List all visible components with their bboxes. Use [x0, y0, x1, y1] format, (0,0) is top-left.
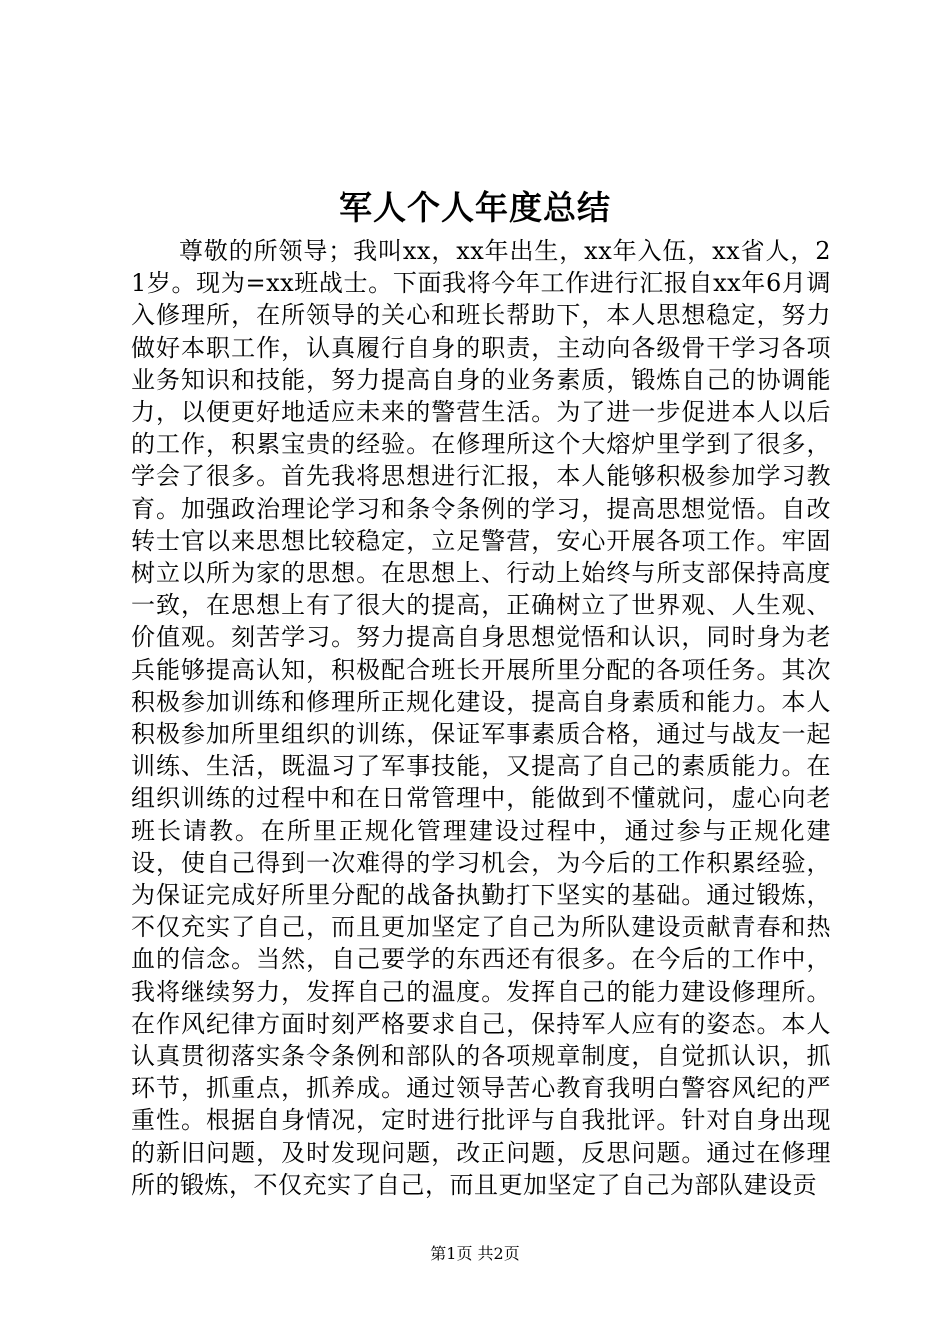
page-number-label: 第1页 共2页 [430, 1244, 520, 1263]
document-title: 军人个人年度总结 [339, 188, 611, 227]
document-body-paragraph: 尊敬的所领导；我叫xx，xx年出生，xx年入伍，xx省人，21岁。现为=xx班战士。下面我将今年工作进行汇报自xx年6月调入修理所，在所领导的关心和班长帮助下，本人思想稳定，努力做好本职工作，认真履行自身的职责，主动向各级骨干学习各项业务知识和技能，努力提高自身的业务素质，锻炼自己的协调能力，以便更好地适应未来的警营生活。为了进一步促进本人以后的工作，积累宝贵的经验。在修理所这个大熔炉里学到了很多，学会了很多。首先我将思想进行汇报，本人能够积极参加学习教育。加强政治理论学习和条令条例的学习，提高思想觉悟。自改转士官以来思想比较稳定，立足警营，安心开展各项工作。牢固树立以所为家的思想。在思想上、行动上始终与所支部保持高度一致，在思想上有了很大的提高，正确树立了世界观、人生观、价值观。刻苦学习。努力提高自身思想觉悟和认识，同时身为老兵能够提高认知，积极配合班长开展所里分配的各项任务。其次积极参加训练和修理所正规化建设，提高自身素质和能力。本人积极参加所里组织的训练，保证军事素质合格，通过与战友一起训练、生活，既温习了军事技能，又提高了自己的素质能力。在组织训练的过程中和在日常管理中，能做到不懂就问，虚心向老班长请教。在所里正规化管理建设过程中，通过参与正规化建设，使自己得到一次难得的学习机会，为今后的工作积累经验，为保证完成好所里分配的战备执勤打下坚实的基础。通过锻炼，不仅充实了自己，而且更加坚定了自己为所队建设贡献青春和热血的信念。当然，自己要学的东西还有很多。在今后的工作中，我将继续努力，发挥自己的温度。发挥自己的能力建设修理所。在作风纪律方面时刻严格要求自己，保持军人应有的姿态。本人认真贯彻落实条令条例和部队的各项规章制度，自觉抓认识，抓环节，抓重点，抓养成。通过领导苦心教育我明白警容风纪的严重性。根据自身情况，定时进行批评与自我批评。针对自身出现的新旧问题，及时发现问题，改正问题，反思问题。通过在修理所的锻炼，不仅充实了自己，而且更加坚定了自己为部队建设贡 [131, 237, 831, 1199]
page-footer [0, 1242, 950, 1266]
